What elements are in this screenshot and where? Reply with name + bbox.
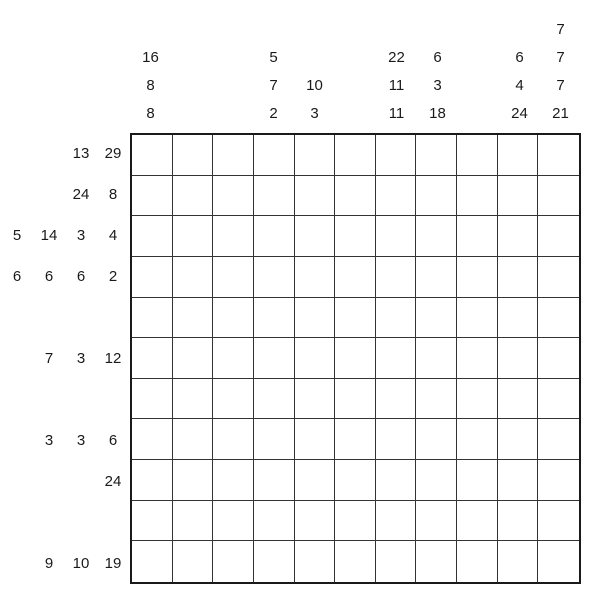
grid-cell-r7-c1[interactable] bbox=[132, 379, 173, 420]
grid-cell-r8-c1[interactable] bbox=[132, 419, 173, 460]
grid-cell-r8-c2[interactable] bbox=[173, 419, 214, 460]
grid-cell-r3-c2[interactable] bbox=[173, 216, 214, 257]
grid-cell-r3-c5[interactable] bbox=[295, 216, 336, 257]
grid-cell-r3-c3[interactable] bbox=[213, 216, 254, 257]
grid-cell-r9-c2[interactable] bbox=[173, 460, 214, 501]
grid-cell-r9-c10[interactable] bbox=[498, 460, 539, 501]
grid-cell-r6-c8[interactable] bbox=[416, 338, 457, 379]
puzzle-grid bbox=[130, 133, 581, 584]
column-clue-11-1: 7 bbox=[556, 21, 565, 38]
grid-cell-r11-c9[interactable] bbox=[457, 541, 498, 582]
grid-cell-r5-c9[interactable] bbox=[457, 298, 498, 339]
grid-cell-r8-c5[interactable] bbox=[295, 419, 336, 460]
grid-cell-r2-c6[interactable] bbox=[335, 176, 376, 217]
grid-cell-r5-c8[interactable] bbox=[416, 298, 457, 339]
grid-cell-r4-c1[interactable] bbox=[132, 257, 173, 298]
grid-cell-r10-c2[interactable] bbox=[173, 501, 214, 542]
grid-cell-r11-c10[interactable] bbox=[498, 541, 539, 582]
grid-cell-r3-c9[interactable] bbox=[457, 216, 498, 257]
grid-cell-r1-c7[interactable] bbox=[376, 135, 417, 176]
grid-cell-r6-c6[interactable] bbox=[335, 338, 376, 379]
grid-cell-r10-c1[interactable] bbox=[132, 501, 173, 542]
grid-cell-r6-c3[interactable] bbox=[213, 338, 254, 379]
grid-cell-r7-c2[interactable] bbox=[173, 379, 214, 420]
column-clue-1-2: 8 bbox=[146, 77, 155, 94]
grid-cell-r10-c11[interactable] bbox=[538, 501, 579, 542]
grid-cell-r8-c3[interactable] bbox=[213, 419, 254, 460]
grid-cell-r3-c1[interactable] bbox=[132, 216, 173, 257]
grid-cell-r11-c8[interactable] bbox=[416, 541, 457, 582]
grid-cell-r5-c6[interactable] bbox=[335, 298, 376, 339]
grid-cell-r4-c11[interactable] bbox=[538, 257, 579, 298]
grid-cell-r7-c8[interactable] bbox=[416, 379, 457, 420]
grid-cell-r3-c7[interactable] bbox=[376, 216, 417, 257]
grid-cell-r1-c9[interactable] bbox=[457, 135, 498, 176]
grid-cell-r9-c5[interactable] bbox=[295, 460, 336, 501]
grid-cell-r11-c7[interactable] bbox=[376, 541, 417, 582]
grid-cell-r5-c10[interactable] bbox=[498, 298, 539, 339]
column-clue-11-2: 7 bbox=[556, 49, 565, 66]
column-clue-1-1: 16 bbox=[142, 49, 159, 66]
grid-cell-r4-c5[interactable] bbox=[295, 257, 336, 298]
grid-cell-r5-c3[interactable] bbox=[213, 298, 254, 339]
grid-cell-r6-c4[interactable] bbox=[254, 338, 295, 379]
grid-cell-r1-c3[interactable] bbox=[213, 135, 254, 176]
row-clue-3-3: 3 bbox=[76, 226, 86, 244]
row-clue-1-1: 13 bbox=[72, 144, 90, 162]
column-clue-10-3: 24 bbox=[511, 105, 528, 122]
grid-cell-r4-c9[interactable] bbox=[457, 257, 498, 298]
column-clue-8-2: 3 bbox=[433, 77, 442, 94]
grid-cell-r10-c9[interactable] bbox=[457, 501, 498, 542]
grid-cell-r10-c7[interactable] bbox=[376, 501, 417, 542]
column-clue-7-1: 22 bbox=[388, 49, 405, 66]
grid-cell-r1-c11[interactable] bbox=[538, 135, 579, 176]
grid-cell-r2-c3[interactable] bbox=[213, 176, 254, 217]
grid-cell-r5-c11[interactable] bbox=[538, 298, 579, 339]
grid-cell-r1-c2[interactable] bbox=[173, 135, 214, 176]
grid-cell-r7-c11[interactable] bbox=[538, 379, 579, 420]
grid-cell-r4-c7[interactable] bbox=[376, 257, 417, 298]
grid-cell-r4-c10[interactable] bbox=[498, 257, 539, 298]
grid-cell-r10-c3[interactable] bbox=[213, 501, 254, 542]
grid-cell-r6-c10[interactable] bbox=[498, 338, 539, 379]
grid-cell-r11-c6[interactable] bbox=[335, 541, 376, 582]
column-clue-4-1: 5 bbox=[269, 49, 278, 66]
row-clue-2-2: 8 bbox=[108, 185, 118, 203]
grid-cell-r11-c4[interactable] bbox=[254, 541, 295, 582]
grid-cell-r3-c8[interactable] bbox=[416, 216, 457, 257]
row-clue-11-2: 10 bbox=[72, 554, 90, 572]
row-clue-1-2: 29 bbox=[104, 144, 122, 162]
grid-cell-r7-c6[interactable] bbox=[335, 379, 376, 420]
column-clue-10-2: 4 bbox=[515, 77, 524, 94]
grid-cell-r6-c2[interactable] bbox=[173, 338, 214, 379]
row-clue-3-4: 4 bbox=[108, 226, 118, 244]
grid-cell-r6-c11[interactable] bbox=[538, 338, 579, 379]
grid-cell-r7-c4[interactable] bbox=[254, 379, 295, 420]
column-clue-7-2: 11 bbox=[388, 77, 405, 94]
grid-cell-r8-c8[interactable] bbox=[416, 419, 457, 460]
grid-cell-r4-c3[interactable] bbox=[213, 257, 254, 298]
grid-cell-r7-c5[interactable] bbox=[295, 379, 336, 420]
column-clue-5-1: 10 bbox=[306, 77, 323, 94]
row-clue-6-1: 7 bbox=[44, 349, 54, 367]
grid-cell-r2-c11[interactable] bbox=[538, 176, 579, 217]
grid-cell-r2-c10[interactable] bbox=[498, 176, 539, 217]
row-clue-3-1: 5 bbox=[12, 226, 22, 244]
grid-cell-r5-c7[interactable] bbox=[376, 298, 417, 339]
grid-cell-r1-c6[interactable] bbox=[335, 135, 376, 176]
grid-cell-r10-c5[interactable] bbox=[295, 501, 336, 542]
grid-cell-r2-c8[interactable] bbox=[416, 176, 457, 217]
grid-cell-r9-c8[interactable] bbox=[416, 460, 457, 501]
grid-cell-r5-c4[interactable] bbox=[254, 298, 295, 339]
grid-cell-r4-c4[interactable] bbox=[254, 257, 295, 298]
row-clue-3-2: 14 bbox=[40, 226, 58, 244]
column-clue-1-3: 8 bbox=[146, 105, 155, 122]
grid-cell-r9-c6[interactable] bbox=[335, 460, 376, 501]
grid-cell-r11-c1[interactable] bbox=[132, 541, 173, 582]
grid-cell-r11-c3[interactable] bbox=[213, 541, 254, 582]
grid-cell-r10-c10[interactable] bbox=[498, 501, 539, 542]
grid-cell-r8-c4[interactable] bbox=[254, 419, 295, 460]
grid-cell-r8-c10[interactable] bbox=[498, 419, 539, 460]
grid-cell-r1-c4[interactable] bbox=[254, 135, 295, 176]
grid-cell-r2-c4[interactable] bbox=[254, 176, 295, 217]
grid-cell-r8-c11[interactable] bbox=[538, 419, 579, 460]
grid-cell-r9-c9[interactable] bbox=[457, 460, 498, 501]
grid-cell-r7-c3[interactable] bbox=[213, 379, 254, 420]
column-clue-7-3: 11 bbox=[388, 105, 405, 122]
grid-cell-r3-c11[interactable] bbox=[538, 216, 579, 257]
grid-cell-r8-c6[interactable] bbox=[335, 419, 376, 460]
grid-cell-r1-c1[interactable] bbox=[132, 135, 173, 176]
grid-cell-r9-c3[interactable] bbox=[213, 460, 254, 501]
grid-cell-r6-c5[interactable] bbox=[295, 338, 336, 379]
row-clue-11-3: 19 bbox=[104, 554, 122, 572]
row-clue-8-1: 3 bbox=[44, 431, 54, 449]
grid-cell-r6-c7[interactable] bbox=[376, 338, 417, 379]
column-clue-5-2: 3 bbox=[310, 105, 319, 122]
grid-cell-r11-c11[interactable] bbox=[538, 541, 579, 582]
grid-cell-r2-c1[interactable] bbox=[132, 176, 173, 217]
grid-cell-r3-c4[interactable] bbox=[254, 216, 295, 257]
grid-cell-r11-c2[interactable] bbox=[173, 541, 214, 582]
grid-cell-r1-c8[interactable] bbox=[416, 135, 457, 176]
row-clue-2-1: 24 bbox=[72, 185, 90, 203]
grid-cell-r9-c11[interactable] bbox=[538, 460, 579, 501]
grid-cell-r9-c7[interactable] bbox=[376, 460, 417, 501]
grid-cell-r2-c2[interactable] bbox=[173, 176, 214, 217]
grid-cell-r5-c5[interactable] bbox=[295, 298, 336, 339]
grid-cell-r2-c9[interactable] bbox=[457, 176, 498, 217]
grid-cell-r9-c4[interactable] bbox=[254, 460, 295, 501]
grid-cell-r1-c5[interactable] bbox=[295, 135, 336, 176]
grid-cell-r5-c2[interactable] bbox=[173, 298, 214, 339]
grid-cell-r8-c9[interactable] bbox=[457, 419, 498, 460]
column-clue-11-3: 7 bbox=[556, 77, 565, 94]
grid-cell-r1-c10[interactable] bbox=[498, 135, 539, 176]
grid-cell-r2-c5[interactable] bbox=[295, 176, 336, 217]
grid-cell-r8-c7[interactable] bbox=[376, 419, 417, 460]
column-clue-8-3: 18 bbox=[429, 105, 446, 122]
column-clue-4-2: 7 bbox=[269, 77, 278, 94]
column-clue-4-3: 2 bbox=[269, 105, 278, 122]
grid-cell-r3-c10[interactable] bbox=[498, 216, 539, 257]
row-clue-8-2: 3 bbox=[76, 431, 86, 449]
grid-cell-r2-c7[interactable] bbox=[376, 176, 417, 217]
grid-cell-r7-c10[interactable] bbox=[498, 379, 539, 420]
row-clue-4-3: 6 bbox=[76, 267, 86, 285]
row-clue-4-1: 6 bbox=[12, 267, 22, 285]
row-clue-9-1: 24 bbox=[104, 472, 122, 490]
grid-cell-r6-c9[interactable] bbox=[457, 338, 498, 379]
row-clue-11-1: 9 bbox=[44, 554, 54, 572]
grid-cell-r7-c9[interactable] bbox=[457, 379, 498, 420]
grid-cell-r10-c8[interactable] bbox=[416, 501, 457, 542]
row-clue-6-3: 12 bbox=[104, 349, 122, 367]
grid-cell-r5-c1[interactable] bbox=[132, 298, 173, 339]
row-clue-4-2: 6 bbox=[44, 267, 54, 285]
grid-cell-r6-c1[interactable] bbox=[132, 338, 173, 379]
grid-cell-r3-c6[interactable] bbox=[335, 216, 376, 257]
grid-cell-r4-c6[interactable] bbox=[335, 257, 376, 298]
row-clue-6-2: 3 bbox=[76, 349, 86, 367]
column-clue-11-4: 21 bbox=[552, 105, 569, 122]
grid-cell-r9-c1[interactable] bbox=[132, 460, 173, 501]
column-clue-8-1: 6 bbox=[433, 49, 442, 66]
grid-cell-r4-c2[interactable] bbox=[173, 257, 214, 298]
grid-cell-r7-c7[interactable] bbox=[376, 379, 417, 420]
grid-cell-r11-c5[interactable] bbox=[295, 541, 336, 582]
row-clue-4-4: 2 bbox=[108, 267, 118, 285]
grid-cell-r10-c6[interactable] bbox=[335, 501, 376, 542]
row-clue-8-3: 6 bbox=[108, 431, 118, 449]
grid-cell-r10-c4[interactable] bbox=[254, 501, 295, 542]
column-clue-10-1: 6 bbox=[515, 49, 524, 66]
grid-cell-r4-c8[interactable] bbox=[416, 257, 457, 298]
